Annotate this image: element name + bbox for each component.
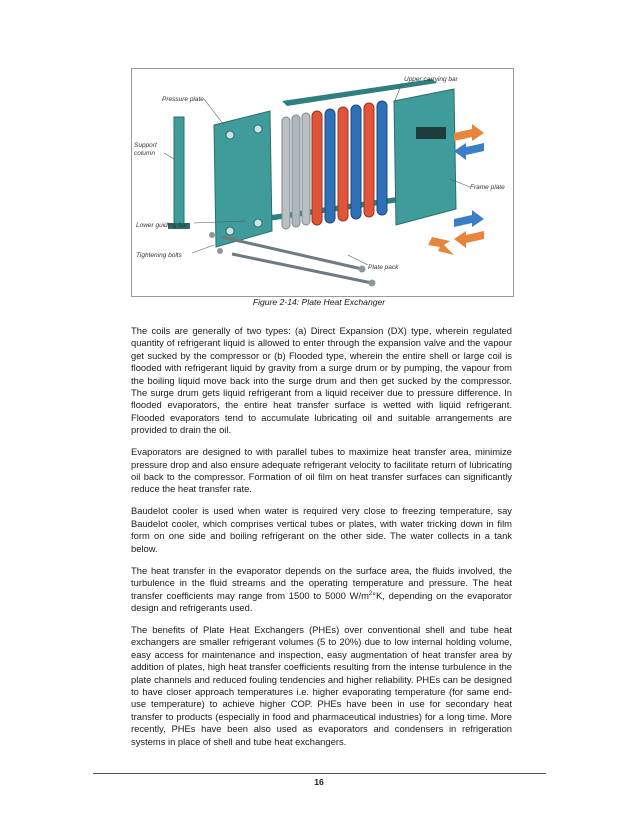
- label-pressure-plate: Pressure plate: [162, 96, 204, 103]
- frame-plate: [394, 89, 456, 225]
- page-number: 16: [314, 777, 324, 787]
- pressure-plate: [214, 111, 272, 247]
- plate-pack: [282, 101, 387, 229]
- label-support-column-2: column: [134, 150, 155, 157]
- body-text: [131, 325, 512, 758]
- paragraph-coil-types: The coils are generally of two types: (a) Direct Expansion (DX) type, wherein regulated quantity of refrigerant liquid is allowed to enter through the expansion valve and the vapour get sucked by the compressor or (b) Flooded type, wherein the entire shell or large coil is flooded with refrigerant liquid by gravity from a surge drum or by pumping, the vapour from the boiling liquid move back into the surge drum and then get sucked by the compressor. The surge drum gets liquid refrigerant from a liquid receiver due to pressure difference. In flooded evaporators, the entire heat transfer surface is wetted with liquid refrigerant. Flooded evaporators tend to accumulate lubricating oil and suitable arrangements are provided to drain the oil.: [131, 325, 512, 436]
- support-column: [174, 117, 184, 225]
- label-lower-guiding-bar: Lower guiding bar: [136, 222, 188, 229]
- label-plate-pack: Plate pack: [368, 264, 399, 271]
- plate-heat-exchanger-illustration: [132, 69, 513, 296]
- label-frame-plate: Frame plate: [470, 184, 505, 191]
- paragraph-baudelot-cooler: Baudelot cooler is used when water is required very close to freezing temperature, say Baudelot cooler, which comprises vertical tubes or plates, with water tricking down in film form on one side and boiling refrigerant on the other side. The water collects in a tank below.: [131, 505, 512, 554]
- footer-rule: [93, 773, 546, 774]
- figure-caption: Figure 2-14: Plate Heat Exchanger: [252, 297, 386, 307]
- figure-image: [131, 68, 514, 297]
- paragraph-evaporator-design: Evaporators are designed to with parallel tubes to maximize heat transfer area, minimize pressure drop and also ensure adequate refrigerant velocity to facilitate return of lubricating oil back to the compressor. Formation of oil film on heat transfer surfaces can significantly reduce the heat transfer rate.: [131, 446, 512, 495]
- tightening-bolts: [209, 232, 376, 287]
- paragraph-phe-benefits: The benefits of Plate Heat Exchangers (PHEs) over conventional shell and tube heat exchangers are smaller refrigerant volumes (5 to 20%) due to low internal holding volume, easy access for maintenance and inspection, easy augmentation of heat transfer area by addition of plates, high heat transfer coefficients resulting from the intense turbulence in the plate channels and reduced fouling tendencies and higher reliability. PHEs can be designed to have closer approach temperatures i.e. higher evaporating temperature (for same end-use temperature) to achieve higher COP. PHEs have been in use for secondary heat transfer to products (especially in food and pharmaceutical industries) for a long time. More recently, PHEs have been also used as evaporators and condensers in refrigeration systems in place of shell and tube heat exchangers.: [131, 623, 512, 747]
- label-tightening-bolts: Tightening bolts: [136, 252, 182, 259]
- label-support-column-1: Support: [134, 142, 157, 149]
- label-upper-carrying-bar: Upper carrying bar: [404, 76, 458, 83]
- paragraph-heat-transfer: The heat transfer in the evaporator depends on the surface area, the fluids involved, the turbulence in the fluid streams and the operating temperature and pressure. The heat transfer coefficients may range from 1500 to 5000 $W/m^2^\circ K$, depending on the evaporator design and refrigerants used.: [131, 564, 512, 613]
